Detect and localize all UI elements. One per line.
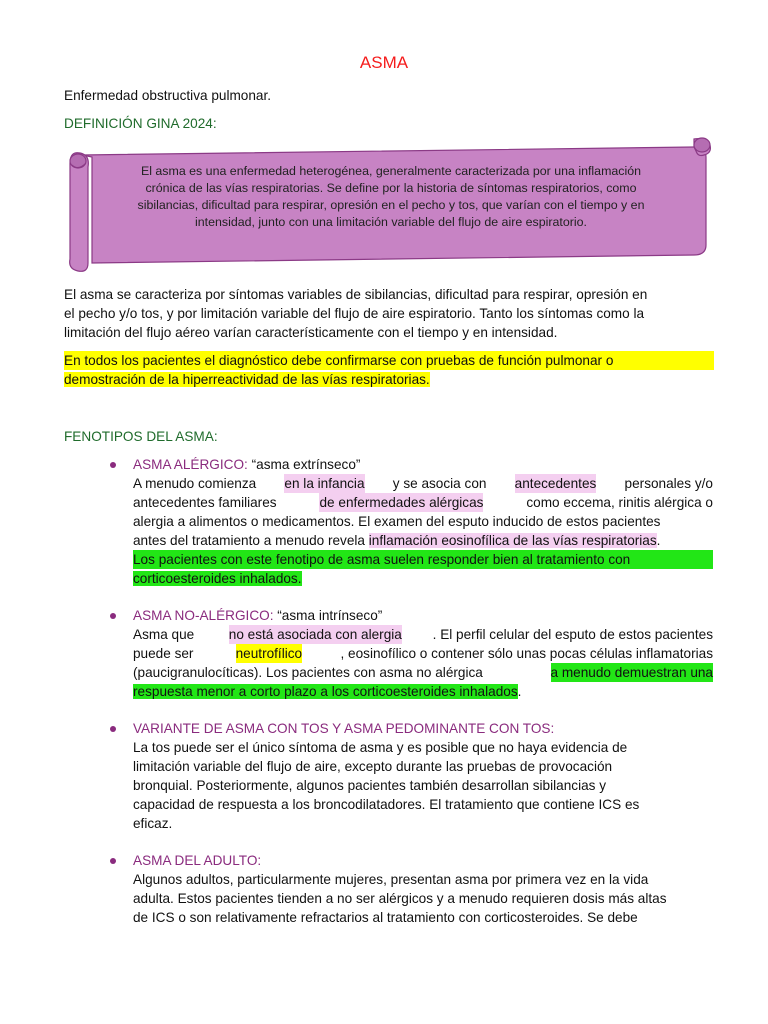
definition-line: intensidad, junto con una limitación variable del flujo de aire espiratorio. <box>195 215 587 229</box>
phenotype-heading-no-alergico: ASMA NO-ALÉRGICO: “asma intrínseco” <box>133 608 383 623</box>
definition-scroll-banner <box>66 135 716 275</box>
definition-heading: DEFINICIÓN GINA 2024: <box>64 116 217 131</box>
phenotype-body-alergico: A menudo comienza en la infancia y se asocia con antecedentes personales y/o antecedentes familiares de enfermedades alérgicas como eccema, rinitis alérgica o alergia a alimentos o medicamentos. El examen del esputo inducido de estos pacientes antes del tratamiento a menudo revela inflamación eosinofílica de las vías respiratorias. Los pacientes con este fenotipo de asma suelen responder bien al tratamiento con corticoesteroides inhalados. <box>133 476 713 586</box>
document-subtitle: Enfermedad obstructiva pulmonar. <box>64 88 272 103</box>
definition-line: El asma es una enfermedad heterogénea, generalmente caracterizada por una inflamación <box>140 164 642 178</box>
highlighted-line: demostración de la hiperreactividad de las vías respiratorias. <box>64 372 430 387</box>
phenotype-heading-adulto: ASMA DEL ADULTO: <box>133 853 262 868</box>
document-title: ASMA <box>359 53 409 72</box>
highlighted-line: En todos los pacientes el diagnóstico debe confirmarse con pruebas de función pulmonar o <box>64 351 714 370</box>
paragraph-line: limitación del flujo aéreo varían característicamente con el tiempo y en intensidad. <box>64 325 558 340</box>
phenotype-heading-alergico: ASMA ALÉRGICO: “asma extrínseco” <box>133 457 361 472</box>
phenotype-heading-tos: VARIANTE DE ASMA CON TOS Y ASMA PEDOMINANTE CON TOS: <box>133 721 555 736</box>
diagnosis-highlight-paragraph <box>64 351 714 389</box>
phenotypes-heading: FENOTIPOS DEL ASMA: <box>64 429 218 444</box>
phenotype-body-adulto: Algunos adultos, particularmente mujeres, presentan asma por primera vez en la vida adulta. Estos pacientes tienden a no ser alérgicos y a menudo requieren dosis más altas de ICS o son relativamente refractarios al tratamiento con corticosteroides. Se debe <box>133 872 667 925</box>
definition-text <box>110 163 672 231</box>
bullet-icon <box>110 858 116 864</box>
intro-paragraph <box>64 285 714 342</box>
phenotype-body-tos: La tos puede ser el único síntoma de asma y es posible que no haya evidencia de limitación variable del flujo de aire, excepto durante las pruebas de provocación bronquial. Posteriormente, algunos pacientes también desarrollan sibilancias y capacidad de respuesta a los broncodilatadores. El tratamiento que contiene ICS es eficaz. <box>133 740 640 831</box>
bullet-icon <box>110 613 116 619</box>
phenotype-body-no-alergico: Asma que no está asociada con alergia . El perfil celular del esputo de estos pacientes puede ser neutrofílico , eosinofílico o contener sólo unas pocas células inflamatorias (paucigranulocíticas). Los pacientes con asma no alérgica a menudo demuestran una respuesta menor a corto plazo a los corticoesteroides inhalados. <box>133 627 713 699</box>
paragraph-line: el pecho y/o tos, y por limitación variable del flujo de aire espiratorio. Tanto los síntomas como la <box>64 306 645 321</box>
definition-line: crónica de las vías respiratorias. Se define por la historia de síntomas respiratorios, como <box>145 181 637 195</box>
definition-line: sibilancias, dificultad para respirar, opresión en el pecho y tos, que varían con el tiempo y en <box>137 198 645 212</box>
bullet-icon <box>110 726 116 732</box>
bullet-icon <box>110 462 116 468</box>
paragraph-line: El asma se caracteriza por síntomas variables de sibilancias, dificultad para respirar, opresión en <box>64 287 648 302</box>
